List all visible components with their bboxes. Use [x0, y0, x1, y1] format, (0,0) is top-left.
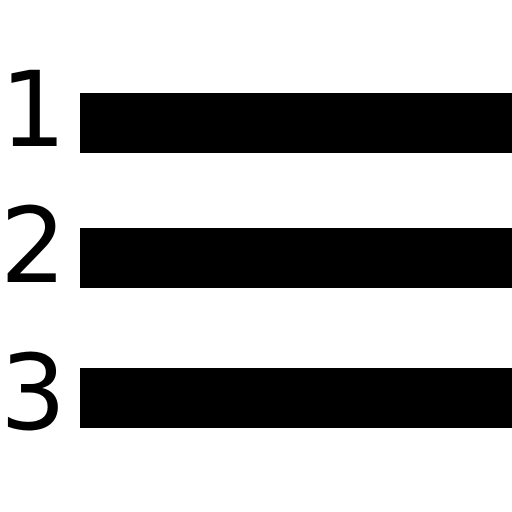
- list-number: 1: [0, 49, 65, 171]
- list-line-bar: [80, 228, 512, 288]
- list-line-bar: [80, 93, 512, 153]
- list-item: [0, 49, 512, 171]
- list-number: 2: [0, 185, 65, 307]
- list-number: 3: [0, 332, 65, 454]
- list-line-bar: [80, 368, 512, 428]
- list-item: [0, 332, 512, 454]
- list-item: [0, 185, 512, 307]
